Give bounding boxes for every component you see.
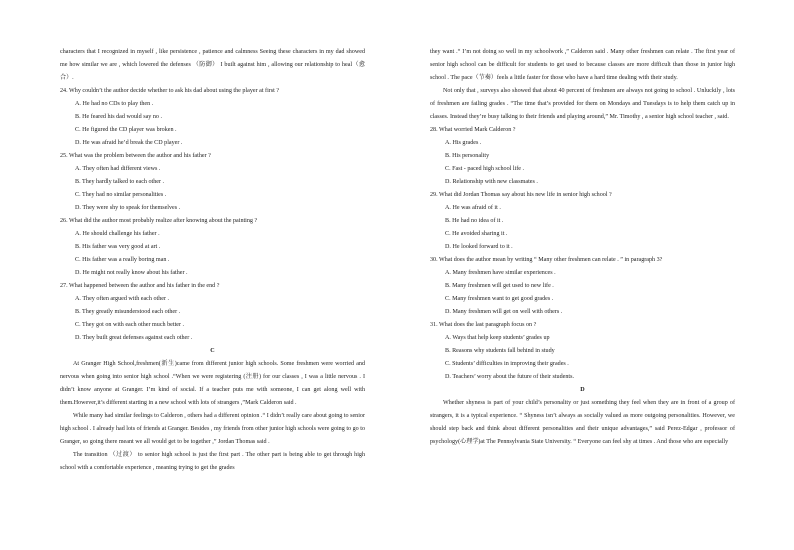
option-27d: D. They built great defenses against each other . xyxy=(75,335,193,341)
passage-b-ending: characters that I recognized in myself , like persistence , patience and calmness Seeing these characters in my dad showed me how similar we are , which lowered the defenses （防御） I built against him , allowing our relationship to heal（愈合）. xyxy=(60,49,365,81)
option-31d: D. Teachers’ worry about the future of their students. xyxy=(445,374,574,380)
passage-c-paragraph-1: At Granger High School,freshmen(新生)came from different junior high schools. Some freshmen were worried and nervous when going into senior high school .“When we were registering (注册) for our classes , I was a little nervous . I didn’t know anyone at Granger. I’m kind of social. If a teacher puts me with someone, I can get along well with them.However,it’s different starting in a new school with lots of strangers ,”Mark Calderon said . xyxy=(60,361,365,406)
option-26b: B. His father was very good at art . xyxy=(75,244,161,250)
left-column xyxy=(60,46,365,475)
option-26a: A. He should challenge his father . xyxy=(75,231,160,237)
passage-c-paragraph-3-continued: they want .“ I’m not doing so well in my schoolwork ,” Calderon said . Many other freshmen can relate . The first year of senior high school can be difficult for students to get used to because classes are more difficult than those in junior high school . The pace（节奏）feels a little faster for those who have a hard time dealing with their study. xyxy=(430,49,735,81)
question-29: 29. What did Jordan Thomas say about his new life in senior high school ? xyxy=(430,192,612,198)
question-28: 28. What worried Mark Calderon ? xyxy=(430,127,516,133)
passage-c-paragraph-4: Not only that , surveys also showed that about 40 percent of freshmen are always not going to school . Unluckily , lots of freshmen are failing grades . “The time that’s provided for them on Mondays and Tuesdays is to help them catch up in classes. Instead they’re busy talking to their friends and playing around,” Mr. Timothy , a senior high school teacher , said. xyxy=(430,88,735,120)
passage-c-paragraph-2: While many had similar feelings to Calderon , others had a different opinion .“ I didn’t really care about going to senior high school . I already had lots of friends at Granger. Besides , my friends from other junior high schools were going to go to Granger, so going there meant we all would get to be together ,” Jordan Thomas said . xyxy=(60,413,365,445)
section-c-heading: C xyxy=(210,348,215,354)
passage-d-paragraph-1: Whether shyness is part of your child’s personality or just something they feel when they are in front of a group of strangers, it is a typical experience. “ Shyness isn’t always as socially valued as more outgoing personalities. However, we should step back and think about different personalities and their unique advantages,” said Perez-Edgar , professor of psychology(心理学)at The Pennsylvania State University. “ Everyone can feel shy at times . And those who are especially xyxy=(430,400,735,445)
option-30d: D. Many freshmen will get on well with others . xyxy=(445,309,563,315)
question-25: 25. What was the problem between the author and his father ? xyxy=(60,153,211,159)
question-30: 30. What does the author mean by writing “ Many other freshmen can relate . ” in paragraph 3? xyxy=(430,257,663,263)
option-28d: D. Relationship with new classmates . xyxy=(445,179,538,185)
option-25d: D. They were shy to speak for themselves . xyxy=(75,205,181,211)
option-27a: A. They often argued with each other . xyxy=(75,296,170,302)
question-31: 31. What does the last paragraph focus on ? xyxy=(430,322,537,328)
section-d-heading: D xyxy=(580,387,585,393)
option-27c: C. They got on with each other much better . xyxy=(75,322,185,328)
option-25a: A. They often had different views . xyxy=(75,166,161,172)
option-29b: B. He had no idea of it . xyxy=(445,218,504,224)
option-24d: D. He was afraid he’d break the CD player . xyxy=(75,140,183,146)
question-27: 27. What happened between the author and his father in the end ? xyxy=(60,283,220,289)
option-24a: A. He had no CDs to play then . xyxy=(75,101,154,107)
option-28b: B. His personality xyxy=(445,153,490,159)
option-31c: C. Students’ difficulties in improving their grades . xyxy=(445,361,569,367)
question-26: 26. What did the author most probably realize after knowing about the painting ? xyxy=(60,218,258,224)
option-29a: A. He was afraid of it . xyxy=(445,205,501,211)
option-26d: D. He might not really know about his father . xyxy=(75,270,188,276)
option-29d: D. He looked forward to it . xyxy=(445,244,513,250)
option-31a: A. Ways that help keep students’ grades up xyxy=(445,335,550,341)
option-30b: B. Many freshmen will get used to new life . xyxy=(445,283,554,289)
question-24: 24. Why couldn’t the author decide whether to ask his dad about using the player at first ? xyxy=(60,88,280,94)
option-26c: C. His father was a really boring man . xyxy=(75,257,170,263)
right-column xyxy=(430,46,735,449)
option-27b: B. They greatly misunderstood each other . xyxy=(75,309,181,315)
option-31b: B. Reasons why students fall behind in study xyxy=(445,348,555,354)
option-30a: A. Many freshmen have similar experiences . xyxy=(445,270,556,276)
option-30c: C. Many freshmen want to get good grades . xyxy=(445,296,554,302)
option-24c: C. He figured the CD player was broken . xyxy=(75,127,177,133)
passage-c-paragraph-3: The transition （过渡） to senior high school is just the first part . The other part is being able to get through high school with a comfortable experience , meaning trying to get the grades xyxy=(60,452,365,471)
option-28a: A. His grades . xyxy=(445,140,482,146)
option-25c: C. They had no similar personalities . xyxy=(75,192,167,198)
option-29c: C. He avoided sharing it . xyxy=(445,231,508,237)
option-24b: B. He feared his dad would say no . xyxy=(75,114,162,120)
option-25b: B. They hardly talked to each other . xyxy=(75,179,165,185)
option-28c: C. Fast - paced high school life . xyxy=(445,166,525,172)
